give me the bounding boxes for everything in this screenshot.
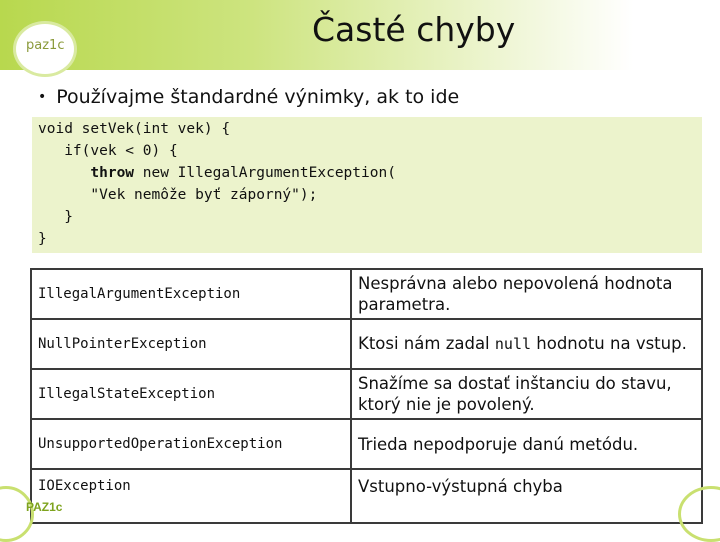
exception-name: NullPointerException: [31, 319, 351, 369]
exception-name: IOException: [31, 469, 351, 523]
code-block: [32, 117, 702, 253]
description-text: Ktosi nám zadal: [358, 334, 495, 353]
bullet-text: Používajme štandardné výnimky, ak to ide: [56, 86, 460, 108]
bullet-icon: •: [38, 89, 47, 105]
description-code: null: [494, 335, 532, 353]
table-row: [31, 369, 702, 419]
exceptions-table: [30, 268, 703, 524]
exception-description: Trieda nepodporuje danú metódu.: [351, 419, 702, 469]
code-line: [38, 165, 396, 181]
code-text: new IllegalArgumentException(: [134, 165, 396, 181]
exception-description: Vstupno-výstupná chyba: [351, 469, 702, 523]
code-line: if(vek < 0) {: [38, 143, 178, 159]
code-line: }: [38, 209, 73, 225]
code-line: }: [38, 231, 47, 247]
description-text: hodnotu na vstup.: [531, 334, 687, 353]
footer-label: PAZ1c: [26, 500, 63, 514]
code-line: "Vek nemôže byť záporný");: [38, 187, 318, 203]
exception-name: IllegalStateException: [31, 369, 351, 419]
exception-description: [351, 319, 702, 369]
table-row: [31, 319, 702, 369]
exception-description: Nesprávna alebo nepovolená hodnota parametra.: [351, 269, 702, 319]
slide-title: Časté chyby: [312, 10, 516, 49]
exception-description: Snažíme sa dostať inštanciu do stavu, ktorý nie je povolený.: [351, 369, 702, 419]
code-keyword: throw: [38, 165, 135, 181]
table-row: [31, 269, 702, 319]
course-label: paz1c: [26, 38, 65, 53]
table-row: [31, 419, 702, 469]
exception-name: UnsupportedOperationException: [31, 419, 351, 469]
bullet-item: [38, 86, 459, 108]
corner-decoration-left: [0, 486, 34, 542]
code-line: void setVek(int vek) {: [38, 121, 231, 137]
table-row: [31, 469, 702, 523]
exception-name: IllegalArgumentException: [31, 269, 351, 319]
